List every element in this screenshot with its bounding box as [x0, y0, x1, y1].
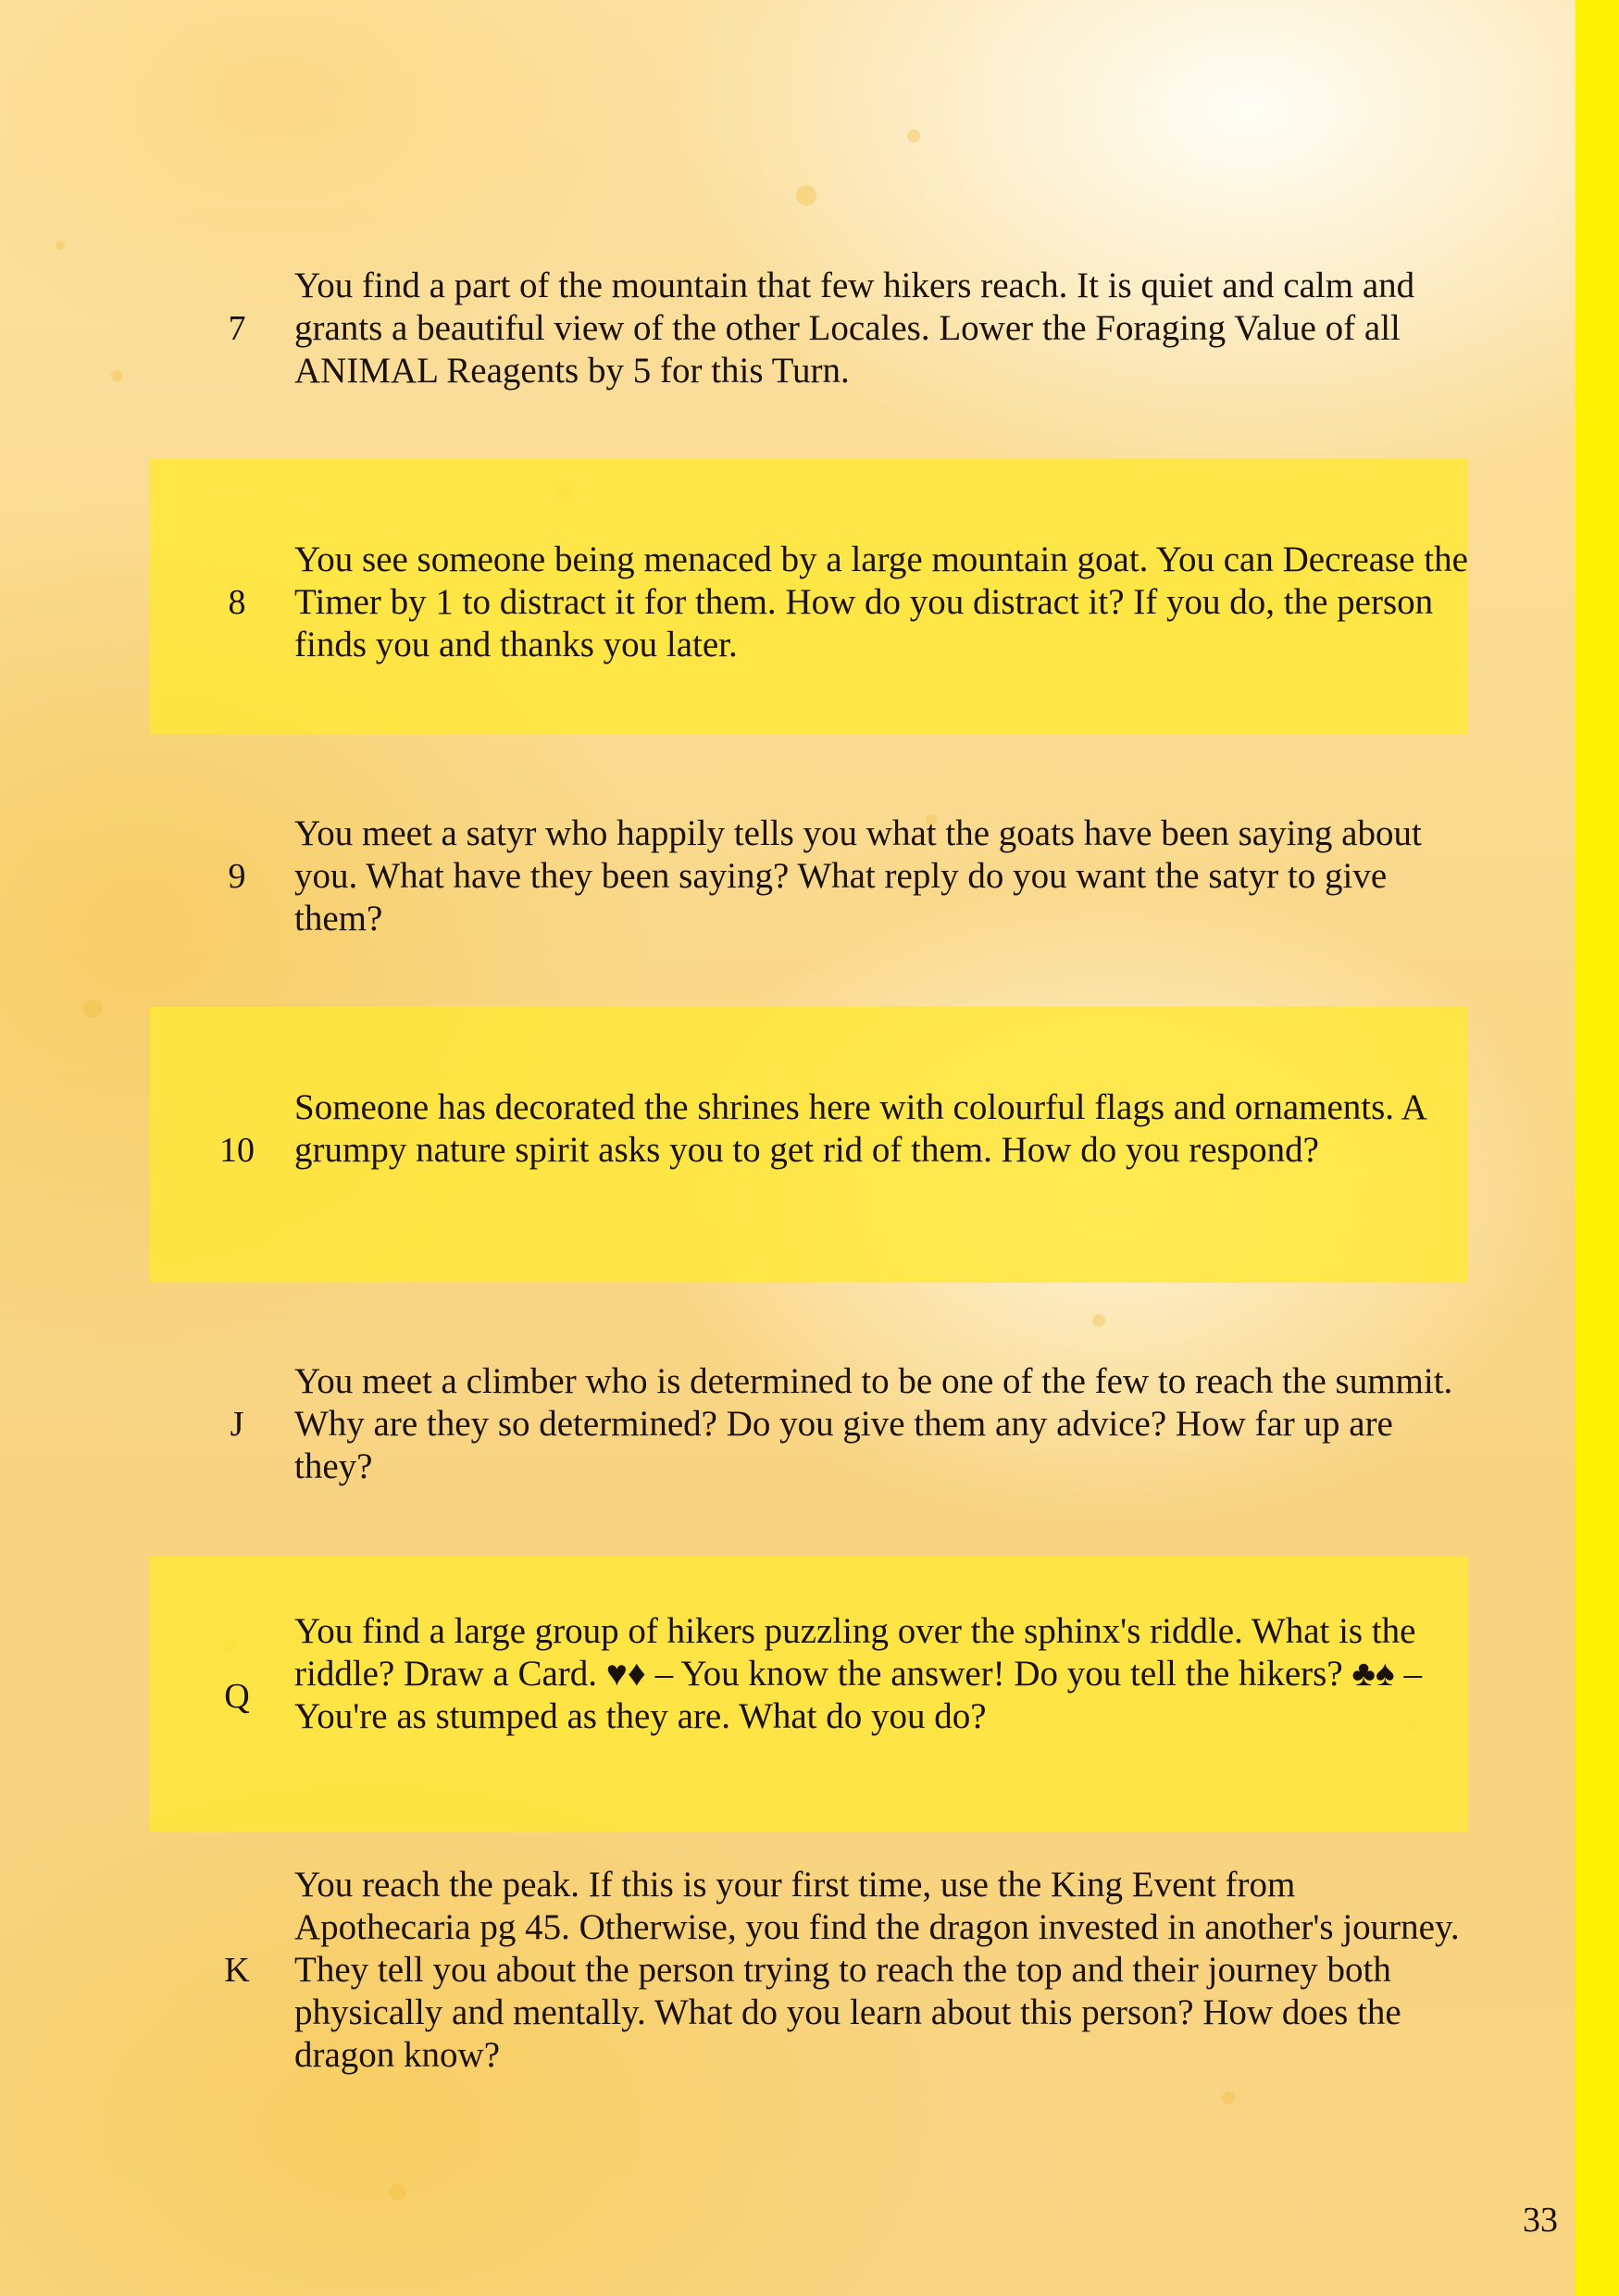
event-text: You meet a satyr who happily tells you what the goats have been saying about you. What have they been saying? What reply do you want the satyr to give them? [294, 813, 1422, 938]
event-text: You meet a climber who is determined to be one of the few to reach the summit. Why are they so determined? Do you give them any advice? How far up are they? [294, 1361, 1453, 1486]
event-text: Someone has decorated the shrines here with colourful flags and ornaments. A grumpy nature spirit asks you to get rid of them. How do you respond? [294, 1087, 1426, 1170]
event-key: 10 [219, 1131, 255, 1170]
event-key: J [230, 1405, 244, 1444]
event-key: Q [224, 1677, 250, 1716]
event-key: 8 [228, 583, 246, 622]
event-text: You find a large group of hikers puzzling over the sphinx's riddle. What is the riddle? Draw a Card. ♥♦ – You know the answer! Do you tell the hikers? ♣♠ – You're as stumped as they are. What do you do? [294, 1611, 1422, 1736]
event-text: You see someone being menaced by a large mountain goat. You can Decrease the Timer by 1 to distract it for them. How do you distract it? If you do, the person finds you and thanks you later. [294, 540, 1468, 664]
event-text: You find a part of the mountain that few hikers reach. It is quiet and calm and grants a beautiful view of the other Locales. Lower the Foraging Value of all ANIMAL Reagents by 5 for this Turn. [294, 266, 1415, 391]
side-accent-bar [1575, 0, 1619, 2296]
event-key: K [224, 1951, 250, 1990]
page-number: 33 [1523, 2201, 1558, 2240]
event-key: 9 [228, 857, 246, 896]
event-text: You reach the peak. If this is your first time, use the King Event from Apothecaria pg 45. Otherwise, you find the dragon invested in another's journey. They tell you about the person trying to reach the top and their journey both physically and mentally. What do you learn about this person? How does the dragon know? [294, 1865, 1460, 2075]
event-key: 7 [228, 309, 246, 348]
